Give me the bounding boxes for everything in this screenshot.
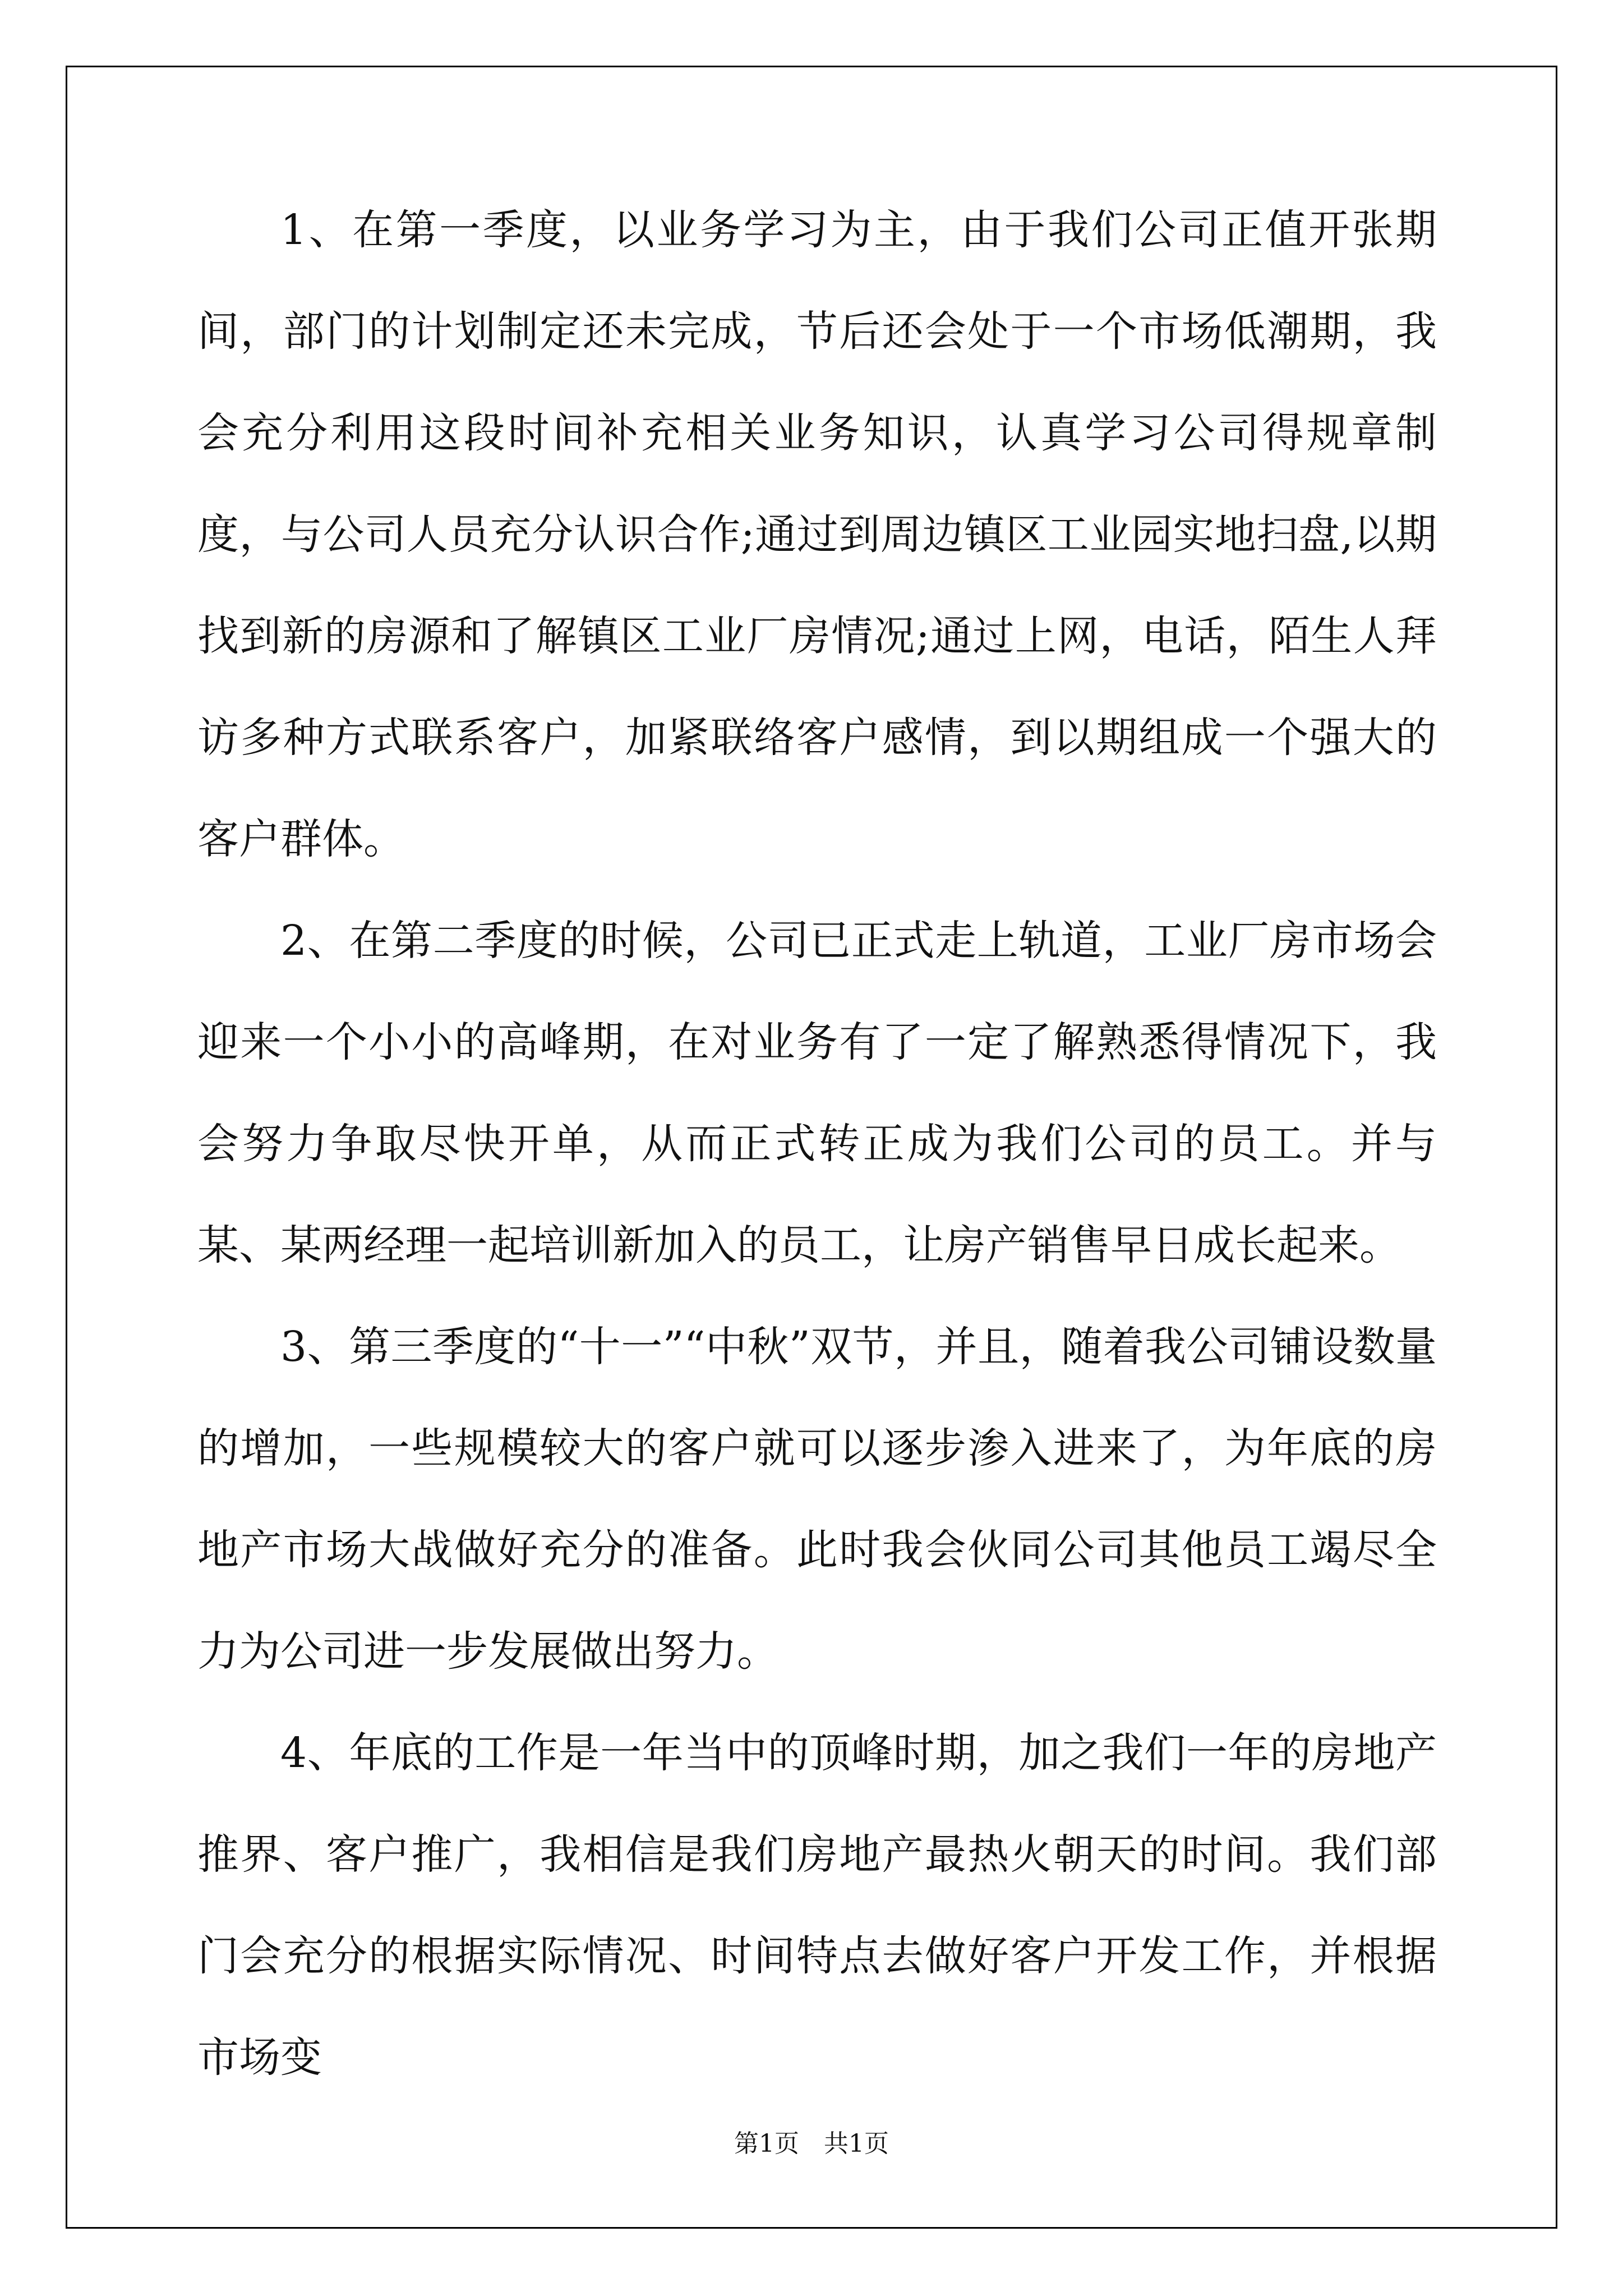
paragraph-q4: 4、年底的工作是一年当中的顶峰时期，加之我们一年的房地产推界、客户推广，我相信是我们房地产最热火朝天的时间。我们部门会充分的根据实际情况、时间特点去做好客户开发工作，并根据市场变: [197, 1729, 1437, 2082]
page-number-footer: 第1页 共1页: [734, 2129, 889, 2158]
document-body: [197, 180, 1437, 2109]
paragraph-q3: 3、第三季度的“十一”“中秋”双节，并且，随着我公司铺设数量的增加，一些规模较大的客户就可以逐步渗入进来了，为年底的房地产市场大战做好充分的准备。此时我会伙同公司其他员工竭尽全力为公司进一步发展做出努力。: [197, 1323, 1437, 1676]
paragraph-q1: 1、在第一季度，以业务学习为主，由于我们公司正值开张期间，部门的计划制定还未完成，节后还会处于一个市场低潮期，我会充分利用这段时间补充相关业务知识，认真学习公司得规章制度，与公司人员充分认识合作;通过到周边镇区工业园实地扫盘,以期找到新的房源和了解镇区工业厂房情况;通过上网，电话，陌生人拜访多种方式联系客户，加紧联络客户感情，到以期组成一个强大的客户群体。: [197, 206, 1437, 863]
paragraph-q2: 2、在第二季度的时候，公司已正式走上轨道，工业厂房市场会迎来一个小小的高峰期，在对业务有了一定了解熟悉得情况下，我会努力争取尽快开单，从而正式转正成为我们公司的员工。并与某、某两经理一起培训新加入的员工，让房产销售早日成长起来。: [197, 917, 1437, 1269]
